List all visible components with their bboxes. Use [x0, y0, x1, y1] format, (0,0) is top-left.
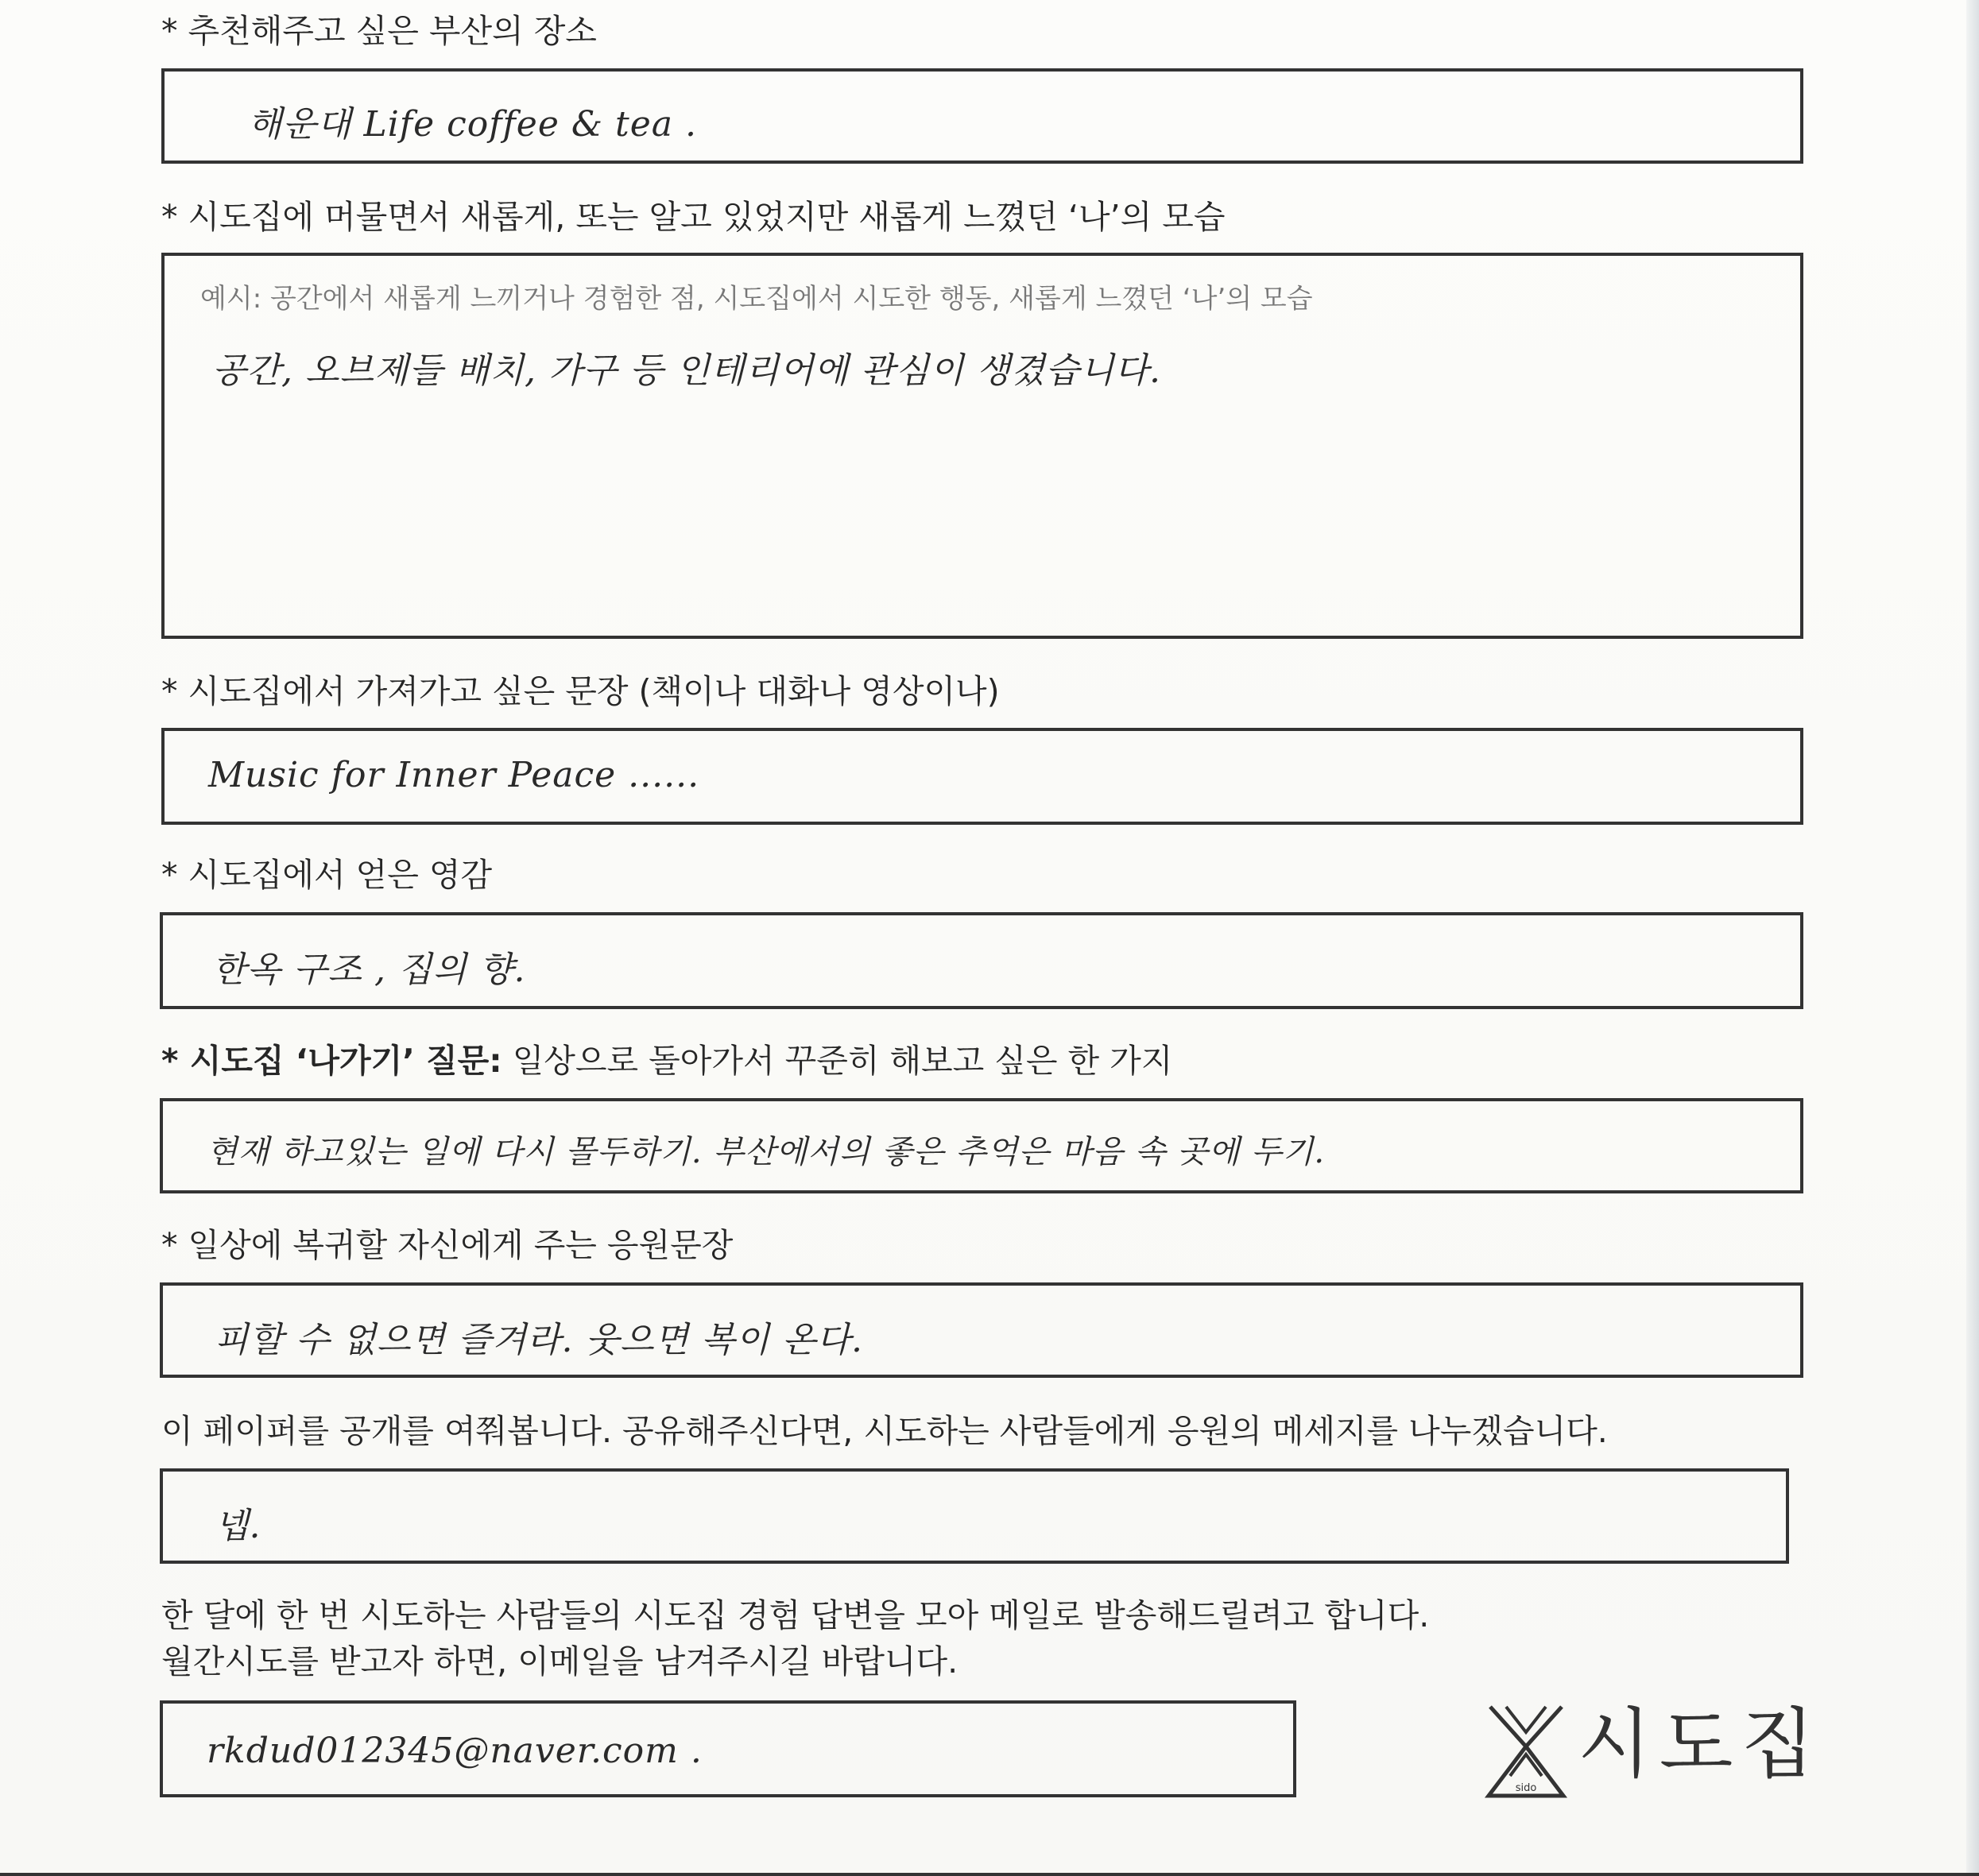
answer-recommend-place: 해운대 Life coffee & tea . [248, 104, 697, 145]
answer-leaving: 현재 하고있는 일에 다시 몰두하기. 부산에서의 좋은 추억은 마음 속 곳에 두기. [207, 1134, 1326, 1170]
question-new-self: * 시도집에 머물면서 새롭게, 또는 알고 있었지만 새롭게 느꼈던 ‘나’의 모습 [161, 198, 1226, 236]
answer-box-leaving[interactable] [160, 1098, 1803, 1193]
answer-box-recommend-place[interactable] [161, 68, 1803, 164]
sidojip-logo [1482, 1700, 1823, 1804]
question-recommend-place: * 추천해주고 싶은 부산의 장소 [161, 12, 597, 50]
answer-sentence: Music for Inner Peace ...... [208, 755, 700, 795]
answer-box-share-consent[interactable] [160, 1468, 1789, 1564]
question-email-line1: 한 달에 한 번 시도하는 사람들의 시도집 경험 답변을 모아 메일로 발송해드릴려고 합니다. [161, 1596, 1430, 1634]
question-share-consent: 이 페이퍼를 공개를 여쭤봅니다. 공유해주신다면, 시도하는 사람들에게 응원의 메세지를 나누겠습니다. [161, 1412, 1608, 1450]
answer-new-self: 공간, 오브제들 배치, 가구 등 인테리어에 관심이 생겼습니다. [212, 350, 1161, 391]
question-email-line2: 월간시도를 받고자 하면, 이메일을 남겨주시길 바랍니다. [161, 1642, 959, 1681]
question-leaving-text: 일상으로 돌아가서 꾸준히 해보고 싶은 한 가지 [502, 1042, 1173, 1080]
answer-box-sentence[interactable] [161, 728, 1803, 825]
answer-email: rkdud012345@naver.com . [207, 1731, 703, 1771]
logo-name: 시도집 [1578, 1700, 1823, 1789]
answer-box-inspiration[interactable] [160, 912, 1803, 1009]
question-leaving-label: * 시도집 ‘나가기’ 질문: [161, 1042, 502, 1080]
email-field[interactable] [160, 1700, 1296, 1797]
question-cheer: * 일상에 복귀할 자신에게 주는 응원문장 [161, 1226, 734, 1264]
question-inspiration: * 시도집에서 얻은 영감 [161, 856, 493, 894]
answer-box-new-self[interactable] [161, 253, 1803, 639]
page-bottom-edge [0, 1873, 1979, 1876]
answer-inspiration: 한옥 구조 , 집의 향. [212, 950, 526, 990]
answer-share-consent: 넵. [215, 1506, 261, 1546]
question-leaving [161, 1041, 1172, 1081]
sidojip-logo-mark-icon [1482, 1700, 1570, 1804]
answer-box-cheer[interactable] [160, 1282, 1803, 1378]
answer-cheer: 피할 수 없으면 즐겨라. 웃으면 복이 온다. [215, 1320, 863, 1360]
question-sentence: * 시도집에서 가져가고 싶은 문장 (책이나 대화나 영상이나) [161, 672, 1000, 710]
example-hint: 예시: 공간에서 새롭게 느끼거나 경험한 점, 시도집에서 시도한 행동, 새롭게 느꼈던 ‘나’의 모습 [200, 283, 1313, 315]
scan-edge [1966, 0, 1979, 1876]
logo-sub-text: sido [1515, 1782, 1537, 1794]
